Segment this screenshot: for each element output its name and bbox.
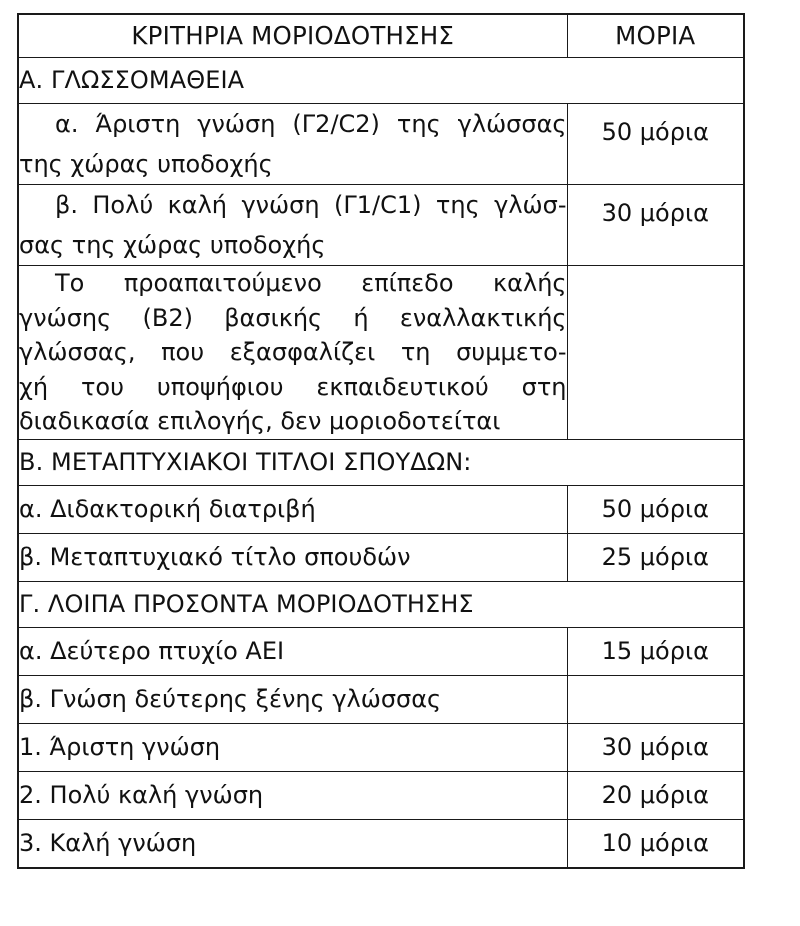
- table-row: [18, 266, 744, 440]
- note-line: διαδικασία επιλογής, δεν μοριοδοτείται: [19, 407, 501, 435]
- criteria-line: β. Πολύ καλή γνώση (Γ1/C1) της γλώσ-: [55, 191, 567, 219]
- table-row-section-b: [18, 439, 744, 485]
- points-cell: 10 μόρια: [567, 819, 744, 868]
- table-row-section-a: [18, 58, 744, 104]
- criteria-line: της χώρας υποδοχής: [19, 150, 273, 178]
- table-row: [18, 675, 744, 723]
- note-line: Το προαπαιτούμενο επίπεδο καλής: [55, 269, 567, 297]
- points-cell: 25 μόρια: [567, 533, 744, 581]
- table-row: [18, 104, 744, 185]
- note-line: γλώσσας, που εξασφαλίζει τη συμμετο-: [19, 338, 567, 366]
- criteria-cell-b-beta: β. Μεταπτυχιακό τίτλο σπουδών: [18, 533, 567, 581]
- table-row: [18, 485, 744, 533]
- points-cell: 30 μόρια: [567, 185, 744, 266]
- column-header-criteria: ΚΡΙΤΗΡΙΑ ΜΟΡΙΟΔΟΤΗΣΗΣ: [18, 14, 567, 58]
- points-cell-empty: [567, 675, 744, 723]
- section-heading-loipa-prosonta: Γ. ΛΟΙΠΑ ΠΡΟΣΟΝΤΑ ΜΟΡΙΟΔΟΤΗΣΗΣ: [18, 581, 744, 627]
- table-row: [18, 627, 744, 675]
- criteria-cell-c-beta-3: 3. Καλή γνώση: [18, 819, 567, 868]
- criteria-line: α. Άριστη γνώση (Γ2/C2) της γλώσσας: [55, 110, 567, 138]
- points-cell-empty: [567, 266, 744, 440]
- note-line: γνώσης (Β2) βασικής ή εναλλακτικής: [19, 303, 567, 332]
- criteria-line: σας της χώρας υποδοχής: [19, 231, 326, 259]
- table-row-section-c: [18, 581, 744, 627]
- criteria-cell-c-alpha: α. Δεύτερο πτυχίο ΑΕΙ: [18, 627, 567, 675]
- criteria-cell-b-alpha: α. Διδακτορική διατριβή: [18, 485, 567, 533]
- column-header-points: ΜΟΡΙΑ: [567, 14, 744, 58]
- criteria-cell-a-alpha: [18, 104, 567, 185]
- table-row: [18, 533, 744, 581]
- criteria-scoring-table: [17, 13, 745, 869]
- table-header-row: [18, 14, 744, 58]
- criteria-cell-c-beta-1: 1. Άριστη γνώση: [18, 723, 567, 771]
- points-cell: 15 μόρια: [567, 627, 744, 675]
- points-cell: 50 μόρια: [567, 485, 744, 533]
- section-heading-glossomatheia: Α. ΓΛΩΣΣΟΜΑΘΕΙΑ: [18, 58, 744, 104]
- points-cell: 30 μόρια: [567, 723, 744, 771]
- table-row: [18, 723, 744, 771]
- note-line: χή του υποψήφιου εκπαιδευτικού στη: [19, 372, 567, 401]
- criteria-cell-c-beta: β. Γνώση δεύτερης ξένης γλώσσας: [18, 675, 567, 723]
- criteria-cell-a-beta: [18, 185, 567, 266]
- section-heading-metaptychiakoi-titloi: Β. ΜΕΤΑΠΤΥΧΙΑΚΟΙ ΤΙΤΛΟΙ ΣΠΟΥΔΩΝ:: [18, 439, 744, 485]
- criteria-cell-c-beta-2: 2. Πολύ καλή γνώση: [18, 771, 567, 819]
- criteria-cell-b2-note: [18, 266, 567, 440]
- table-row: [18, 771, 744, 819]
- points-cell: 50 μόρια: [567, 104, 744, 185]
- table-row: [18, 819, 744, 868]
- table-row: [18, 185, 744, 266]
- points-cell: 20 μόρια: [567, 771, 744, 819]
